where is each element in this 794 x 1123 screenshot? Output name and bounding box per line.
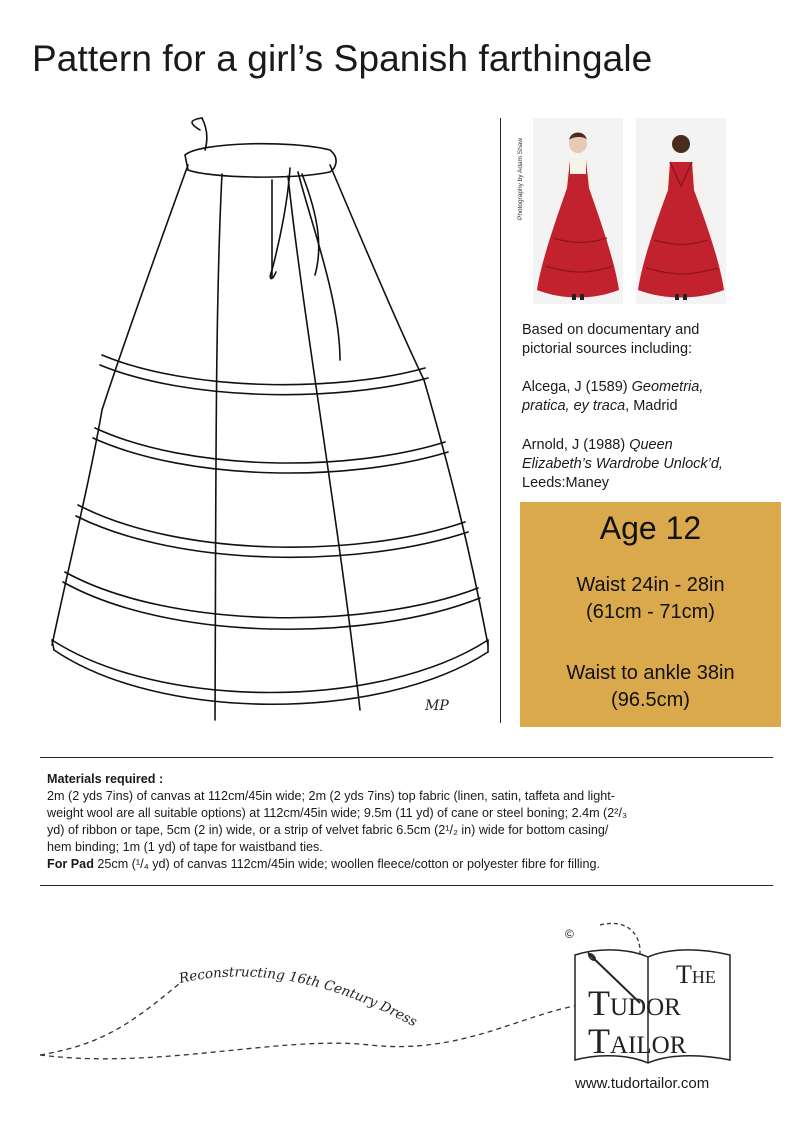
logo-the: The xyxy=(676,960,716,989)
farthingale-illustration xyxy=(40,110,500,730)
logo-tailor: Tailor xyxy=(588,1021,687,1061)
vertical-divider xyxy=(500,118,501,723)
materials-line: 2m (2 yds 7ins) of canvas at 112cm/45in wide; 2m (2 yds 7ins) top fabric (linen, satin, taffeta and light- xyxy=(47,789,615,803)
materials-line: yd) of ribbon or tape, 5cm (2 in) wide, or a strip of velvet fabric 6.5cm (2¹/₂ in) wide for bottom casing/ xyxy=(47,823,609,837)
age-heading: Age 12 xyxy=(599,510,702,546)
materials-line: hem binding; 1m (1 yd) of tape for waistband ties. xyxy=(47,840,323,854)
tagline: Reconstructing 16th Century Dress xyxy=(177,964,420,1031)
source-reference-arnold: Arnold, J (1988) Queen Elizabeth’s Wardrobe Unlock’d, Leeds:Maney xyxy=(522,437,723,491)
thread-dashes xyxy=(40,1005,580,1059)
page-title: Pattern for a girl’s Spanish farthingale xyxy=(32,38,653,79)
branding xyxy=(40,895,780,1095)
materials-line: weight wool are all suitable options) at 112cm/45in wide; 9.5m (11 yd) of cane or steel boning; 2.4m (2²/₃ xyxy=(47,806,628,820)
source-reference-alcega: Alcega, J (1589) Geometria, pratica, ey traca, Madrid xyxy=(522,379,704,414)
thread-dashes xyxy=(40,983,180,1055)
photo-front-view xyxy=(533,118,623,304)
website-link[interactable]: www.tudortailor.com xyxy=(575,1075,710,1092)
size-info-box xyxy=(520,502,781,727)
waist-to-ankle-metric: (96.5cm) xyxy=(611,689,690,711)
copyright-symbol: © xyxy=(565,927,574,941)
materials-section xyxy=(47,771,767,873)
sources-intro: Based on documentary and pictorial sources including: xyxy=(522,322,700,357)
logo-tudor: Tudor xyxy=(588,983,681,1023)
materials-heading: Materials required : xyxy=(47,772,164,786)
illustrator-signature: MP xyxy=(425,698,449,714)
waist-measurement-metric: (61cm - 71cm) xyxy=(586,601,715,623)
photo-back-view xyxy=(636,118,726,304)
pad-materials: For Pad 25cm (¹/₄ yd) of canvas 112cm/45in wide; woollen fleece/cotton or polyester fibre for filling. xyxy=(47,857,600,871)
divider xyxy=(40,757,773,758)
divider xyxy=(40,885,773,886)
waist-measurement: Waist 24in - 28in xyxy=(576,574,725,596)
photo-credit: Photography by Adam Shaw xyxy=(517,137,524,220)
waist-to-ankle-measurement: Waist to ankle 38in xyxy=(566,662,735,684)
